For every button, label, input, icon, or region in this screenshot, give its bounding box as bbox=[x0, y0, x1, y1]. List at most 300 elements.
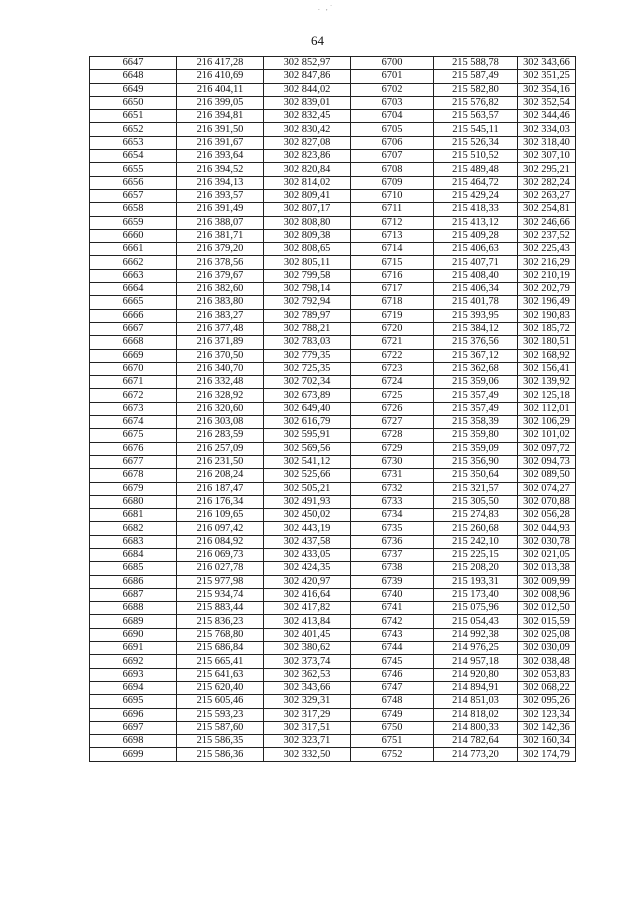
point-number-cell: 6657 bbox=[90, 189, 177, 202]
point-number-cell: 6708 bbox=[351, 163, 434, 176]
x-coordinate-cell: 215 350,64 bbox=[434, 469, 518, 482]
y-coordinate-cell: 302 725,35 bbox=[264, 362, 351, 375]
x-coordinate-cell: 216 231,50 bbox=[177, 455, 264, 468]
x-coordinate-cell: 216 187,47 bbox=[177, 482, 264, 495]
y-coordinate-cell: 302 649,40 bbox=[264, 402, 351, 415]
table-row bbox=[90, 389, 576, 402]
y-coordinate-cell: 302 070,88 bbox=[518, 495, 576, 508]
table-row bbox=[90, 416, 576, 429]
table-row bbox=[90, 628, 576, 641]
y-coordinate-cell: 302 788,21 bbox=[264, 322, 351, 335]
table-row bbox=[90, 96, 576, 109]
x-coordinate-cell: 216 257,09 bbox=[177, 442, 264, 455]
y-coordinate-cell: 302 417,82 bbox=[264, 602, 351, 615]
table-row bbox=[90, 721, 576, 734]
y-coordinate-cell: 302 074,27 bbox=[518, 482, 576, 495]
y-coordinate-cell: 302 318,40 bbox=[518, 136, 576, 149]
x-coordinate-cell: 216 394,81 bbox=[177, 110, 264, 123]
x-coordinate-cell: 215 836,23 bbox=[177, 615, 264, 628]
x-coordinate-cell: 215 605,46 bbox=[177, 695, 264, 708]
table-row bbox=[90, 349, 576, 362]
x-coordinate-cell: 214 976,25 bbox=[434, 642, 518, 655]
y-coordinate-cell: 302 783,03 bbox=[264, 336, 351, 349]
y-coordinate-cell: 302 354,16 bbox=[518, 83, 576, 96]
point-number-cell: 6718 bbox=[351, 296, 434, 309]
x-coordinate-cell: 215 225,15 bbox=[434, 548, 518, 561]
y-coordinate-cell: 302 798,14 bbox=[264, 283, 351, 296]
y-coordinate-cell: 302 832,45 bbox=[264, 110, 351, 123]
point-number-cell: 6658 bbox=[90, 203, 177, 216]
table-row bbox=[90, 376, 576, 389]
x-coordinate-cell: 215 359,06 bbox=[434, 376, 518, 389]
y-coordinate-cell: 302 673,89 bbox=[264, 389, 351, 402]
y-coordinate-cell: 302 789,97 bbox=[264, 309, 351, 322]
point-number-cell: 6688 bbox=[90, 602, 177, 615]
y-coordinate-cell: 302 830,42 bbox=[264, 123, 351, 136]
y-coordinate-cell: 302 792,94 bbox=[264, 296, 351, 309]
x-coordinate-cell: 216 381,71 bbox=[177, 229, 264, 242]
y-coordinate-cell: 302 525,66 bbox=[264, 469, 351, 482]
point-number-cell: 6703 bbox=[351, 96, 434, 109]
y-coordinate-cell: 302 185,72 bbox=[518, 322, 576, 335]
y-coordinate-cell: 302 101,02 bbox=[518, 429, 576, 442]
scan-artifact-marks: . ‚˙ bbox=[318, 4, 335, 12]
point-number-cell: 6716 bbox=[351, 269, 434, 282]
point-number-cell: 6664 bbox=[90, 283, 177, 296]
point-number-cell: 6667 bbox=[90, 322, 177, 335]
y-coordinate-cell: 302 413,84 bbox=[264, 615, 351, 628]
x-coordinate-cell: 214 920,80 bbox=[434, 668, 518, 681]
point-number-cell: 6748 bbox=[351, 695, 434, 708]
point-number-cell: 6709 bbox=[351, 176, 434, 189]
y-coordinate-cell: 302 142,36 bbox=[518, 721, 576, 734]
x-coordinate-cell: 215 768,80 bbox=[177, 628, 264, 641]
coordinates-table-body bbox=[90, 57, 576, 762]
point-number-cell: 6722 bbox=[351, 349, 434, 362]
table-row bbox=[90, 256, 576, 269]
y-coordinate-cell: 302 089,50 bbox=[518, 469, 576, 482]
y-coordinate-cell: 302 820,84 bbox=[264, 163, 351, 176]
x-coordinate-cell: 215 054,43 bbox=[434, 615, 518, 628]
x-coordinate-cell: 216 417,28 bbox=[177, 57, 264, 70]
y-coordinate-cell: 302 808,80 bbox=[264, 216, 351, 229]
y-coordinate-cell: 302 307,10 bbox=[518, 150, 576, 163]
y-coordinate-cell: 302 847,86 bbox=[264, 70, 351, 83]
point-number-cell: 6728 bbox=[351, 429, 434, 442]
x-coordinate-cell: 215 274,83 bbox=[434, 509, 518, 522]
table-row bbox=[90, 229, 576, 242]
point-number-cell: 6711 bbox=[351, 203, 434, 216]
x-coordinate-cell: 216 377,48 bbox=[177, 322, 264, 335]
y-coordinate-cell: 302 056,28 bbox=[518, 509, 576, 522]
point-number-cell: 6647 bbox=[90, 57, 177, 70]
x-coordinate-cell: 216 332,48 bbox=[177, 376, 264, 389]
x-coordinate-cell: 214 818,02 bbox=[434, 708, 518, 721]
x-coordinate-cell: 215 075,96 bbox=[434, 602, 518, 615]
y-coordinate-cell: 302 030,78 bbox=[518, 535, 576, 548]
point-number-cell: 6672 bbox=[90, 389, 177, 402]
y-coordinate-cell: 302 112,01 bbox=[518, 402, 576, 415]
y-coordinate-cell: 302 095,26 bbox=[518, 695, 576, 708]
point-number-cell: 6653 bbox=[90, 136, 177, 149]
y-coordinate-cell: 302 805,11 bbox=[264, 256, 351, 269]
x-coordinate-cell: 216 391,67 bbox=[177, 136, 264, 149]
x-coordinate-cell: 215 406,34 bbox=[434, 283, 518, 296]
table-row bbox=[90, 735, 576, 748]
y-coordinate-cell: 302 123,34 bbox=[518, 708, 576, 721]
table-row bbox=[90, 402, 576, 415]
table-row bbox=[90, 203, 576, 216]
y-coordinate-cell: 302 332,50 bbox=[264, 748, 351, 761]
x-coordinate-cell: 214 773,20 bbox=[434, 748, 518, 761]
x-coordinate-cell: 215 620,40 bbox=[177, 681, 264, 694]
point-number-cell: 6749 bbox=[351, 708, 434, 721]
point-number-cell: 6743 bbox=[351, 628, 434, 641]
table-row bbox=[90, 243, 576, 256]
point-number-cell: 6721 bbox=[351, 336, 434, 349]
y-coordinate-cell: 302 263,27 bbox=[518, 189, 576, 202]
table-row bbox=[90, 655, 576, 668]
point-number-cell: 6659 bbox=[90, 216, 177, 229]
x-coordinate-cell: 215 193,31 bbox=[434, 575, 518, 588]
x-coordinate-cell: 215 321,57 bbox=[434, 482, 518, 495]
y-coordinate-cell: 302 323,71 bbox=[264, 735, 351, 748]
x-coordinate-cell: 215 356,90 bbox=[434, 455, 518, 468]
y-coordinate-cell: 302 424,35 bbox=[264, 562, 351, 575]
x-coordinate-cell: 215 393,95 bbox=[434, 309, 518, 322]
y-coordinate-cell: 302 030,09 bbox=[518, 642, 576, 655]
y-coordinate-cell: 302 068,22 bbox=[518, 681, 576, 694]
y-coordinate-cell: 302 343,66 bbox=[518, 57, 576, 70]
y-coordinate-cell: 302 168,92 bbox=[518, 349, 576, 362]
x-coordinate-cell: 215 510,52 bbox=[434, 150, 518, 163]
point-number-cell: 6683 bbox=[90, 535, 177, 548]
y-coordinate-cell: 302 094,73 bbox=[518, 455, 576, 468]
point-number-cell: 6705 bbox=[351, 123, 434, 136]
point-number-cell: 6676 bbox=[90, 442, 177, 455]
x-coordinate-cell: 214 851,03 bbox=[434, 695, 518, 708]
y-coordinate-cell: 302 799,58 bbox=[264, 269, 351, 282]
point-number-cell: 6719 bbox=[351, 309, 434, 322]
point-number-cell: 6737 bbox=[351, 548, 434, 561]
point-number-cell: 6666 bbox=[90, 309, 177, 322]
x-coordinate-cell: 216 328,92 bbox=[177, 389, 264, 402]
x-coordinate-cell: 216 069,73 bbox=[177, 548, 264, 561]
x-coordinate-cell: 215 242,10 bbox=[434, 535, 518, 548]
point-number-cell: 6677 bbox=[90, 455, 177, 468]
point-number-cell: 6698 bbox=[90, 735, 177, 748]
x-coordinate-cell: 216 283,59 bbox=[177, 429, 264, 442]
x-coordinate-cell: 216 370,50 bbox=[177, 349, 264, 362]
x-coordinate-cell: 215 665,41 bbox=[177, 655, 264, 668]
x-coordinate-cell: 215 413,12 bbox=[434, 216, 518, 229]
point-number-cell: 6652 bbox=[90, 123, 177, 136]
table-row bbox=[90, 642, 576, 655]
x-coordinate-cell: 215 576,82 bbox=[434, 96, 518, 109]
point-number-cell: 6744 bbox=[351, 642, 434, 655]
point-number-cell: 6700 bbox=[351, 57, 434, 70]
point-number-cell: 6649 bbox=[90, 83, 177, 96]
y-coordinate-cell: 302 021,05 bbox=[518, 548, 576, 561]
point-number-cell: 6671 bbox=[90, 376, 177, 389]
coordinates-table bbox=[89, 56, 576, 762]
x-coordinate-cell: 215 358,39 bbox=[434, 416, 518, 429]
x-coordinate-cell: 216 379,20 bbox=[177, 243, 264, 256]
point-number-cell: 6665 bbox=[90, 296, 177, 309]
point-number-cell: 6651 bbox=[90, 110, 177, 123]
x-coordinate-cell: 216 382,60 bbox=[177, 283, 264, 296]
y-coordinate-cell: 302 053,83 bbox=[518, 668, 576, 681]
x-coordinate-cell: 215 357,49 bbox=[434, 402, 518, 415]
point-number-cell: 6704 bbox=[351, 110, 434, 123]
table-row bbox=[90, 469, 576, 482]
y-coordinate-cell: 302 380,62 bbox=[264, 642, 351, 655]
point-number-cell: 6734 bbox=[351, 509, 434, 522]
y-coordinate-cell: 302 246,66 bbox=[518, 216, 576, 229]
point-number-cell: 6702 bbox=[351, 83, 434, 96]
x-coordinate-cell: 215 489,48 bbox=[434, 163, 518, 176]
table-row bbox=[90, 336, 576, 349]
y-coordinate-cell: 302 823,86 bbox=[264, 150, 351, 163]
table-row bbox=[90, 189, 576, 202]
y-coordinate-cell: 302 352,54 bbox=[518, 96, 576, 109]
y-coordinate-cell: 302 443,19 bbox=[264, 522, 351, 535]
y-coordinate-cell: 302 106,29 bbox=[518, 416, 576, 429]
table-row bbox=[90, 163, 576, 176]
table-row bbox=[90, 442, 576, 455]
point-number-cell: 6723 bbox=[351, 362, 434, 375]
y-coordinate-cell: 302 317,51 bbox=[264, 721, 351, 734]
point-number-cell: 6699 bbox=[90, 748, 177, 761]
x-coordinate-cell: 216 303,08 bbox=[177, 416, 264, 429]
x-coordinate-cell: 215 384,12 bbox=[434, 322, 518, 335]
table-row bbox=[90, 615, 576, 628]
point-number-cell: 6697 bbox=[90, 721, 177, 734]
x-coordinate-cell: 215 582,80 bbox=[434, 83, 518, 96]
x-coordinate-cell: 216 391,50 bbox=[177, 123, 264, 136]
x-coordinate-cell: 216 399,05 bbox=[177, 96, 264, 109]
point-number-cell: 6693 bbox=[90, 668, 177, 681]
point-number-cell: 6738 bbox=[351, 562, 434, 575]
y-coordinate-cell: 302 015,59 bbox=[518, 615, 576, 628]
y-coordinate-cell: 302 009,99 bbox=[518, 575, 576, 588]
table-row bbox=[90, 296, 576, 309]
y-coordinate-cell: 302 344,46 bbox=[518, 110, 576, 123]
point-number-cell: 6731 bbox=[351, 469, 434, 482]
x-coordinate-cell: 216 394,13 bbox=[177, 176, 264, 189]
y-coordinate-cell: 302 416,64 bbox=[264, 588, 351, 601]
y-coordinate-cell: 302 008,96 bbox=[518, 588, 576, 601]
x-coordinate-cell: 215 406,63 bbox=[434, 243, 518, 256]
table-row bbox=[90, 150, 576, 163]
x-coordinate-cell: 215 587,49 bbox=[434, 70, 518, 83]
x-coordinate-cell: 215 173,40 bbox=[434, 588, 518, 601]
y-coordinate-cell: 302 541,12 bbox=[264, 455, 351, 468]
x-coordinate-cell: 215 977,98 bbox=[177, 575, 264, 588]
point-number-cell: 6724 bbox=[351, 376, 434, 389]
y-coordinate-cell: 302 491,93 bbox=[264, 495, 351, 508]
y-coordinate-cell: 302 139,92 bbox=[518, 376, 576, 389]
table-row bbox=[90, 602, 576, 615]
x-coordinate-cell: 216 404,11 bbox=[177, 83, 264, 96]
x-coordinate-cell: 215 588,78 bbox=[434, 57, 518, 70]
y-coordinate-cell: 302 809,38 bbox=[264, 229, 351, 242]
point-number-cell: 6681 bbox=[90, 509, 177, 522]
x-coordinate-cell: 216 109,65 bbox=[177, 509, 264, 522]
y-coordinate-cell: 302 012,50 bbox=[518, 602, 576, 615]
y-coordinate-cell: 302 180,51 bbox=[518, 336, 576, 349]
point-number-cell: 6673 bbox=[90, 402, 177, 415]
x-coordinate-cell: 215 429,24 bbox=[434, 189, 518, 202]
y-coordinate-cell: 302 025,08 bbox=[518, 628, 576, 641]
point-number-cell: 6732 bbox=[351, 482, 434, 495]
x-coordinate-cell: 215 418,33 bbox=[434, 203, 518, 216]
point-number-cell: 6751 bbox=[351, 735, 434, 748]
x-coordinate-cell: 215 376,56 bbox=[434, 336, 518, 349]
point-number-cell: 6691 bbox=[90, 642, 177, 655]
point-number-cell: 6712 bbox=[351, 216, 434, 229]
x-coordinate-cell: 215 260,68 bbox=[434, 522, 518, 535]
point-number-cell: 6678 bbox=[90, 469, 177, 482]
table-row bbox=[90, 588, 576, 601]
x-coordinate-cell: 214 800,33 bbox=[434, 721, 518, 734]
point-number-cell: 6717 bbox=[351, 283, 434, 296]
point-number-cell: 6674 bbox=[90, 416, 177, 429]
y-coordinate-cell: 302 329,31 bbox=[264, 695, 351, 708]
point-number-cell: 6725 bbox=[351, 389, 434, 402]
x-coordinate-cell: 215 359,09 bbox=[434, 442, 518, 455]
point-number-cell: 6745 bbox=[351, 655, 434, 668]
point-number-cell: 6675 bbox=[90, 429, 177, 442]
point-number-cell: 6739 bbox=[351, 575, 434, 588]
point-number-cell: 6720 bbox=[351, 322, 434, 335]
y-coordinate-cell: 302 038,48 bbox=[518, 655, 576, 668]
x-coordinate-cell: 216 394,52 bbox=[177, 163, 264, 176]
point-number-cell: 6710 bbox=[351, 189, 434, 202]
y-coordinate-cell: 302 595,91 bbox=[264, 429, 351, 442]
y-coordinate-cell: 302 437,58 bbox=[264, 535, 351, 548]
x-coordinate-cell: 215 526,34 bbox=[434, 136, 518, 149]
x-coordinate-cell: 216 084,92 bbox=[177, 535, 264, 548]
y-coordinate-cell: 302 334,03 bbox=[518, 123, 576, 136]
y-coordinate-cell: 302 401,45 bbox=[264, 628, 351, 641]
point-number-cell: 6729 bbox=[351, 442, 434, 455]
point-number-cell: 6730 bbox=[351, 455, 434, 468]
point-number-cell: 6684 bbox=[90, 548, 177, 561]
table-row bbox=[90, 136, 576, 149]
table-row bbox=[90, 429, 576, 442]
y-coordinate-cell: 302 702,34 bbox=[264, 376, 351, 389]
x-coordinate-cell: 215 208,20 bbox=[434, 562, 518, 575]
y-coordinate-cell: 302 282,24 bbox=[518, 176, 576, 189]
x-coordinate-cell: 216 208,24 bbox=[177, 469, 264, 482]
x-coordinate-cell: 215 464,72 bbox=[434, 176, 518, 189]
x-coordinate-cell: 215 686,84 bbox=[177, 642, 264, 655]
x-coordinate-cell: 214 894,91 bbox=[434, 681, 518, 694]
x-coordinate-cell: 215 883,44 bbox=[177, 602, 264, 615]
y-coordinate-cell: 302 156,41 bbox=[518, 362, 576, 375]
x-coordinate-cell: 215 407,71 bbox=[434, 256, 518, 269]
x-coordinate-cell: 215 563,57 bbox=[434, 110, 518, 123]
x-coordinate-cell: 216 320,60 bbox=[177, 402, 264, 415]
y-coordinate-cell: 302 097,72 bbox=[518, 442, 576, 455]
table-row bbox=[90, 482, 576, 495]
x-coordinate-cell: 216 027,78 bbox=[177, 562, 264, 575]
point-number-cell: 6661 bbox=[90, 243, 177, 256]
table-row bbox=[90, 309, 576, 322]
x-coordinate-cell: 215 593,23 bbox=[177, 708, 264, 721]
y-coordinate-cell: 302 569,56 bbox=[264, 442, 351, 455]
x-coordinate-cell: 214 992,38 bbox=[434, 628, 518, 641]
y-coordinate-cell: 302 190,83 bbox=[518, 309, 576, 322]
y-coordinate-cell: 302 616,79 bbox=[264, 416, 351, 429]
point-number-cell: 6696 bbox=[90, 708, 177, 721]
point-number-cell: 6690 bbox=[90, 628, 177, 641]
point-number-cell: 6727 bbox=[351, 416, 434, 429]
x-coordinate-cell: 216 391,49 bbox=[177, 203, 264, 216]
y-coordinate-cell: 302 044,93 bbox=[518, 522, 576, 535]
y-coordinate-cell: 302 125,18 bbox=[518, 389, 576, 402]
y-coordinate-cell: 302 351,25 bbox=[518, 70, 576, 83]
table-row bbox=[90, 83, 576, 96]
table-row bbox=[90, 748, 576, 761]
point-number-cell: 6707 bbox=[351, 150, 434, 163]
page-number: 64 bbox=[311, 33, 324, 48]
point-number-cell: 6668 bbox=[90, 336, 177, 349]
table-row bbox=[90, 123, 576, 136]
y-coordinate-cell: 302 809,41 bbox=[264, 189, 351, 202]
x-coordinate-cell: 215 641,63 bbox=[177, 668, 264, 681]
y-coordinate-cell: 302 814,02 bbox=[264, 176, 351, 189]
y-coordinate-cell: 302 196,49 bbox=[518, 296, 576, 309]
x-coordinate-cell: 215 586,35 bbox=[177, 735, 264, 748]
point-number-cell: 6689 bbox=[90, 615, 177, 628]
point-number-cell: 6663 bbox=[90, 269, 177, 282]
y-coordinate-cell: 302 225,43 bbox=[518, 243, 576, 256]
y-coordinate-cell: 302 808,65 bbox=[264, 243, 351, 256]
point-number-cell: 6648 bbox=[90, 70, 177, 83]
point-number-cell: 6650 bbox=[90, 96, 177, 109]
point-number-cell: 6746 bbox=[351, 668, 434, 681]
y-coordinate-cell: 302 420,97 bbox=[264, 575, 351, 588]
x-coordinate-cell: 216 393,64 bbox=[177, 150, 264, 163]
y-coordinate-cell: 302 433,05 bbox=[264, 548, 351, 561]
x-coordinate-cell: 216 378,56 bbox=[177, 256, 264, 269]
x-coordinate-cell: 216 383,80 bbox=[177, 296, 264, 309]
point-number-cell: 6656 bbox=[90, 176, 177, 189]
y-coordinate-cell: 302 450,02 bbox=[264, 509, 351, 522]
point-number-cell: 6741 bbox=[351, 602, 434, 615]
x-coordinate-cell: 215 362,68 bbox=[434, 362, 518, 375]
table-row bbox=[90, 562, 576, 575]
point-number-cell: 6715 bbox=[351, 256, 434, 269]
point-number-cell: 6654 bbox=[90, 150, 177, 163]
x-coordinate-cell: 214 957,18 bbox=[434, 655, 518, 668]
table-row bbox=[90, 322, 576, 335]
table-row bbox=[90, 681, 576, 694]
point-number-cell: 6685 bbox=[90, 562, 177, 575]
table-row bbox=[90, 708, 576, 721]
y-coordinate-cell: 302 174,79 bbox=[518, 748, 576, 761]
point-number-cell: 6662 bbox=[90, 256, 177, 269]
x-coordinate-cell: 215 357,49 bbox=[434, 389, 518, 402]
y-coordinate-cell: 302 013,38 bbox=[518, 562, 576, 575]
x-coordinate-cell: 215 408,40 bbox=[434, 269, 518, 282]
x-coordinate-cell: 216 383,27 bbox=[177, 309, 264, 322]
y-coordinate-cell: 302 839,01 bbox=[264, 96, 351, 109]
table-row bbox=[90, 668, 576, 681]
x-coordinate-cell: 215 545,11 bbox=[434, 123, 518, 136]
